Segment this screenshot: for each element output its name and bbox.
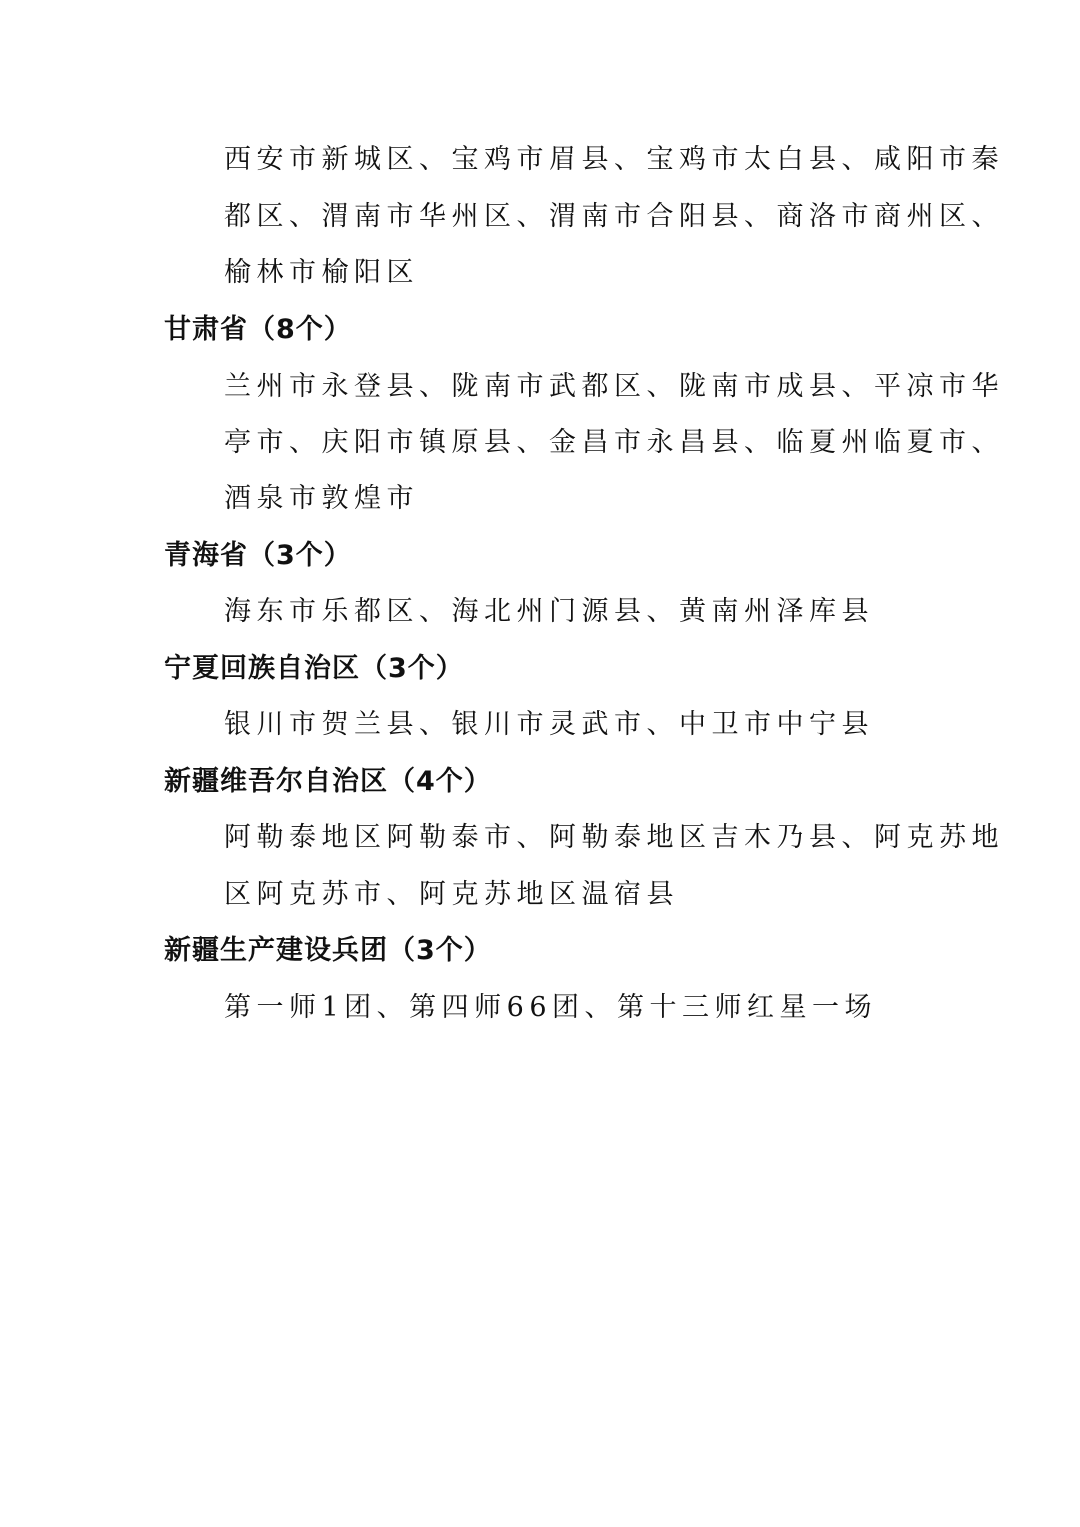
province-heading-ningxia: 宁夏回族自治区（3个） [164,653,464,684]
county-list-line: 都区、渭南市华州区、渭南市合阳县、商洛市商州区、 [224,201,1004,232]
county-list-line: 亭市、庆阳市镇原县、金昌市永昌县、临夏州临夏市、 [224,427,1004,458]
county-list-line: 西安市新城区、宝鸡市眉县、宝鸡市太白县、咸阳市秦 [224,144,1004,175]
province-heading-gansu: 甘肃省（8个） [164,314,352,345]
province-heading-xpcc: 新疆生产建设兵团（3个） [164,935,492,966]
county-list-line: 酒泉市敦煌市 [224,483,419,514]
province-heading-xinjiang: 新疆维吾尔自治区（4个） [164,766,492,797]
county-list-line: 银川市贺兰县、银川市灵武市、中卫市中宁县 [224,709,874,740]
county-list-line: 阿勒泰地区阿勒泰市、阿勒泰地区吉木乃县、阿克苏地 [224,822,1004,853]
county-list-line: 海东市乐都区、海北州门源县、黄南州泽库县 [224,596,874,627]
county-list-line: 榆林市榆阳区 [224,257,419,288]
county-list-line: 第一师1团、第四师66团、第十三师红星一场 [224,992,878,1023]
county-list-line: 区阿克苏市、阿克苏地区温宿县 [224,879,679,910]
county-list-line: 兰州市永登县、陇南市武都区、陇南市成县、平凉市华 [224,371,1004,402]
province-heading-qinghai: 青海省（3个） [164,540,352,571]
